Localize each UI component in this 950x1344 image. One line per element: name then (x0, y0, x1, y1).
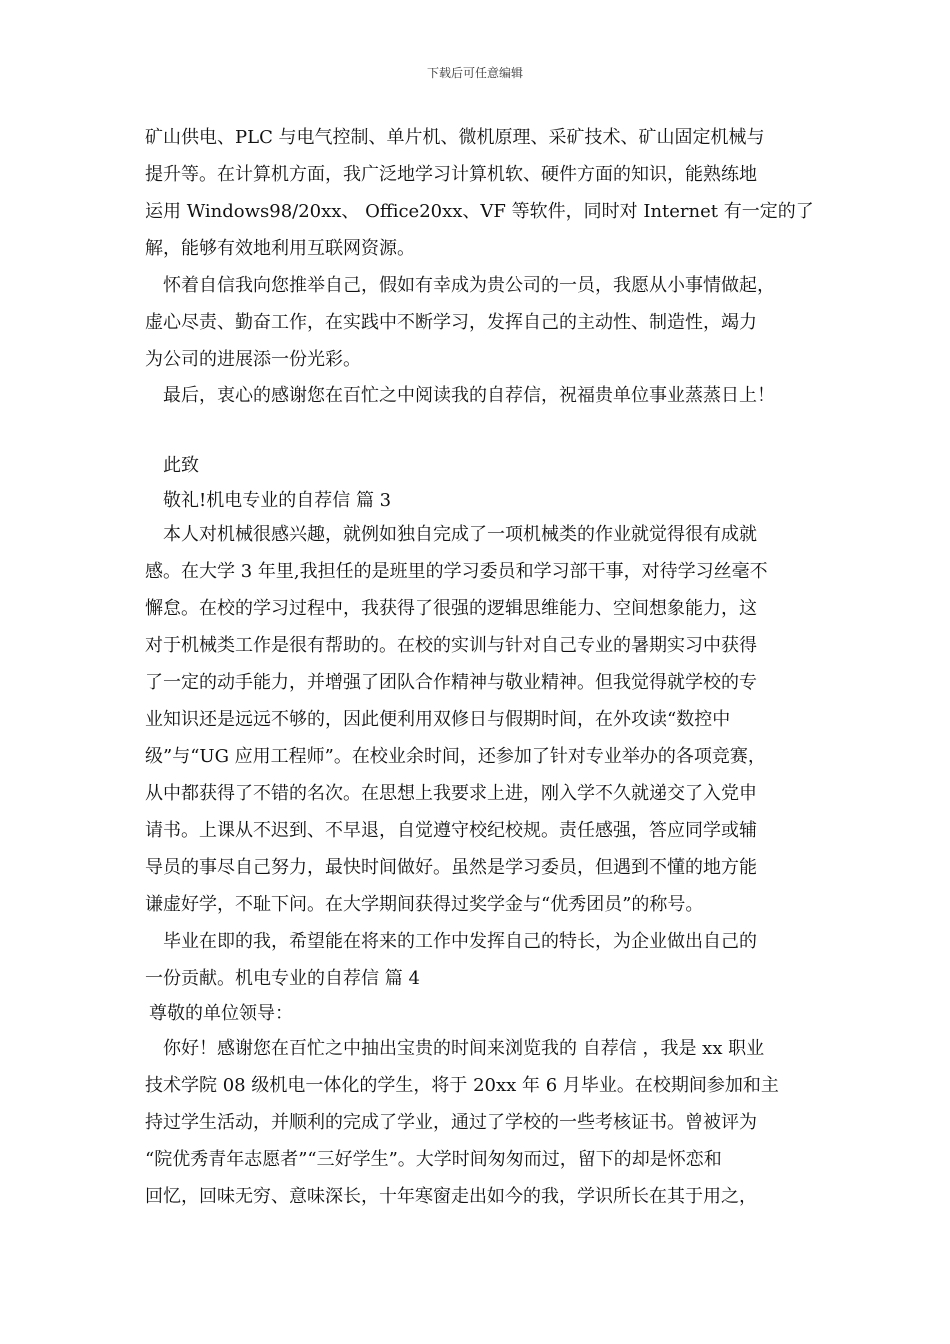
text-line: 了一定的动手能力，并增强了团队合作精神与敬业精神。但我觉得就学校的专 (145, 672, 757, 693)
salutation: 尊敬的单位领导： (149, 1003, 293, 1024)
text-line: 为公司的进展添一份光彩。 (145, 349, 361, 370)
text-line: 一份贡献。机电专业的自荐信 篇 4 (145, 968, 420, 989)
text-line: 导员的事尽自己努力，最快时间做好。虽然是学习委员，但遇到不懂的地方能 (145, 857, 757, 878)
text-line: 懈怠。在校的学习过程中，我获得了很强的逻辑思维能力、空间想象能力，这 (145, 598, 757, 619)
text-line: 解，能够有效地利用互联网资源。 (145, 238, 415, 259)
text-line: 回忆，回味无穷、意味深长，十年寒窗走出如今的我，学识所长在其于用之， (145, 1186, 757, 1207)
page-header: 下载后可任意编辑 (426, 66, 523, 80)
text-line: 最后，衷心的感谢您在百忙之中阅读我的自荐信，祝福贵单位事业蒸蒸日上！ (163, 385, 775, 406)
text-line: 对于机械类工作是很有帮助的。在校的实训与针对自己专业的暑期实习中获得 (145, 635, 757, 656)
text-line: 怀着自信我向您推举自己，假如有幸成为贵公司的一员，我愿从小事情做起， (163, 275, 775, 296)
text-line: 虚心尽责、勤奋工作，在实践中不断学习，发挥自己的主动性、制造性，竭力 (145, 312, 757, 333)
text-line: 运用 Windows98/20xx、 Office20xx、VF 等软件，同时对 Internet 有一定的了 (145, 201, 814, 222)
text-line: 业知识还是远远不够的，因此便利用双修日与假期时间，在外攻读“数控中 (145, 709, 731, 730)
text-line: 级”与“UG 应用工程师”。在校业余时间，还参加了针对专业举办的各项竞赛， (145, 746, 766, 767)
section-heading: 敬礼!机电专业的自荐信 篇 3 (163, 490, 392, 511)
text-line: 技术学院 08 级机电一体化的学生，将于 20xx 年 6 月毕业。在校期间参加和主 (145, 1075, 779, 1096)
text-line: 持过学生活动，并顺利的完成了学业，通过了学校的一些考核证书。曾被评为 (145, 1112, 757, 1133)
text-line: 矿山供电、PLC 与电气控制、单片机、微机原理、采矿技术、矿山固定机械与 (145, 127, 765, 148)
text-line: 毕业在即的我，希望能在将来的工作中发挥自己的特长，为企业做出自己的 (163, 931, 757, 952)
text-line: 此致 (163, 455, 199, 476)
text-line: 感。在大学 3 年里,我担任的是班里的学习委员和学习部干事，对待学习丝毫不 (145, 561, 768, 582)
text-line: 本人对机械很感兴趣，就例如独自完成了一项机械类的作业就觉得很有成就 (163, 524, 757, 545)
text-line: 你好！感谢您在百忙之中抽出宝贵的时间来浏览我的 自荐信 ，我是 xx 职业 (163, 1038, 765, 1059)
text-line: 谦虚好学，不耻下问。在大学期间获得过奖学金与“优秀团员”的称号。 (145, 894, 704, 915)
text-line: 从中都获得了不错的名次。在思想上我要求上进，刚入学不久就递交了入党申 (145, 783, 757, 804)
text-line: 请书。上课从不迟到、不早退，自觉遵守校纪校规。责任感强，答应同学或辅 (145, 820, 757, 841)
text-line: 提升等。在计算机方面，我广泛地学习计算机软、硬件方面的知识，能熟练地 (145, 164, 757, 185)
text-line: “院优秀青年志愿者”“三好学生”。大学时间匆匆而过，留下的却是怀恋和 (145, 1149, 722, 1170)
